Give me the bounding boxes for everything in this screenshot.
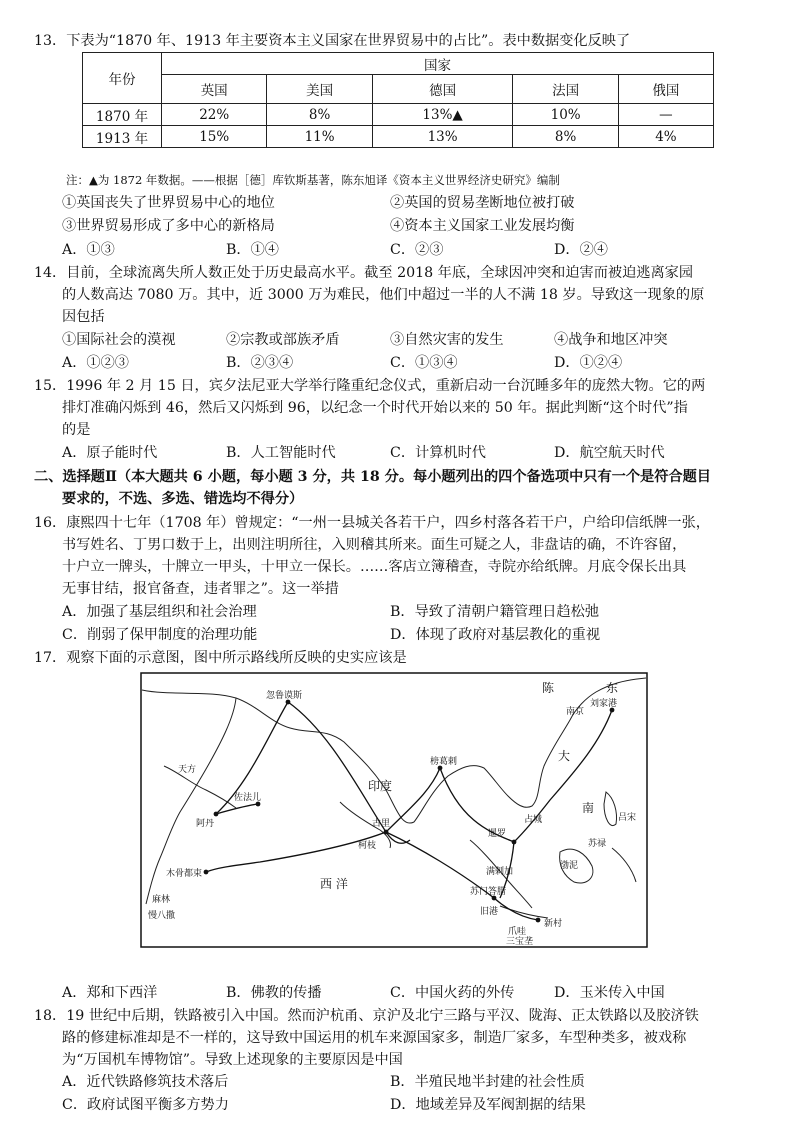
- q15-option-b[interactable]: B．人工智能时代: [226, 445, 336, 461]
- table-cell: 8%: [267, 104, 372, 126]
- q14-option-d[interactable]: D．①②④: [554, 355, 623, 371]
- q13-statement: ①英国丧失了世界贸易中心的地位: [62, 195, 275, 211]
- q16-option-d[interactable]: D．体现了政府对基层教化的重视: [390, 627, 601, 643]
- label-bengal: 榜葛剌: [430, 757, 458, 767]
- q17-option-a[interactable]: A．郑和下西洋: [62, 985, 158, 1001]
- q16-stem-line: 16．康熙四十七年（1708 年）曾规定：“一州一县城关各若干户，四乡村落各若干户，户给印信纸牌一张，: [34, 515, 710, 531]
- label-east: 东: [606, 681, 619, 695]
- table-row: [83, 126, 714, 148]
- q13-statement: ④资本主义国家工业发展均衡: [390, 218, 575, 234]
- table-header-cell: 俄国: [618, 75, 713, 104]
- q14-statement: ②宗教或部族矛盾: [226, 332, 340, 348]
- table-cell: 11%: [267, 126, 372, 148]
- q16-stem-line: 十户立一牌头，十牌立一甲头，十甲立一保长。……客店立簿稽查，寺院亦给纸牌。月底令保长出具: [62, 559, 687, 575]
- q15-option-a[interactable]: A．原子能时代: [62, 445, 158, 461]
- zhenghe-route-map: [140, 672, 648, 948]
- table-header-cell: 法国: [513, 75, 618, 104]
- q17-stem: 17．观察下面的示意图，图中所示路线所反映的史实应该是: [34, 650, 407, 666]
- q13-note: 注：▲为 1872 年数据。——根据［德］库钦斯基著，陈东旭译《资本主义世界经济史研究》编制: [66, 173, 560, 187]
- q15-stem-line: 排灯准确闪烁到 46，然后又闪烁到 96，以纪念一个时代开始以来的 50 年。据此判断“这个时代”指: [62, 400, 688, 416]
- label-xincun: 新村: [544, 919, 563, 929]
- label-champa: 占城: [524, 815, 543, 825]
- label-hormuz: 忽鲁谟斯: [266, 691, 303, 701]
- label-nanjing: 南京: [566, 707, 585, 717]
- table-header-cell: 德国: [372, 75, 513, 104]
- q13-option-c[interactable]: C．②③: [390, 242, 444, 258]
- table-cell: 10%: [513, 104, 618, 126]
- q13-stem: 13．下表为“1870 年、1913 年主要资本主义国家在世界贸易中的占比”。表中数据变化反映了: [34, 33, 631, 49]
- label-great-land: 大: [558, 749, 571, 763]
- q18-stem-line: 为“万国机车博物馆”。导致上述现象的主要原因是中国: [62, 1052, 403, 1068]
- q18-stem-line: 路的修建标准却是不一样的，这导致中国运用的机车来源国家多，制造厂家多，车型种类多，被戏称: [62, 1030, 687, 1046]
- q18-stem-line: 18．19 世纪中后期，铁路被引入中国。然而沪杭甬、京沪及北宁三路与平汉、陇海、正太铁路以及胶济铁: [34, 1008, 699, 1024]
- q17-option-b[interactable]: B．佛教的传播: [226, 985, 322, 1001]
- table-cell: 1913 年: [83, 126, 162, 148]
- label-malindi: 麻林: [152, 895, 171, 905]
- q13-option-d[interactable]: D．②④: [554, 242, 608, 258]
- table-header-cell: 英国: [162, 75, 267, 104]
- section2-heading: 要求的，不选、多选、错选均不得分）: [62, 491, 304, 507]
- q17-option-d[interactable]: D．玉米传入中国: [554, 985, 665, 1001]
- q16-option-c[interactable]: C．削弱了保甲制度的治理功能: [62, 627, 258, 643]
- q18-option-c[interactable]: C．政府试图平衡多方势力: [62, 1097, 229, 1113]
- q13-statement: ③世界贸易形成了多中心的新格局: [62, 218, 275, 234]
- label-java: 爪哇: [508, 927, 527, 937]
- q16-stem-line: 无事甘结，报官备查，违者罪之”。这一举措: [62, 581, 339, 597]
- q14-stem-line: 因包括: [62, 309, 105, 325]
- label-sumatra: 苏门答腊: [470, 887, 507, 897]
- q17-option-c[interactable]: C．中国火药的外传: [390, 985, 515, 1001]
- label-mombasa: 慢八撒: [148, 911, 176, 921]
- q15-stem-line: 15．1996 年 2 月 15 日，宾夕法尼亚大学举行隆重纪念仪式，重新启动一台沉睡多年的庞然大物。它的两: [34, 378, 706, 394]
- table-cell: 13%: [372, 126, 513, 148]
- q14-statement: ①国际社会的漠视: [62, 332, 176, 348]
- label-chen: 陈: [542, 681, 555, 695]
- label-india: 印度: [368, 779, 393, 793]
- q14-option-b[interactable]: B．②③④: [226, 355, 294, 371]
- q13-option-a[interactable]: A．①③: [62, 242, 115, 258]
- q13-statement: ②英国的贸易垄断地位被打破: [390, 195, 575, 211]
- q16-option-b[interactable]: B．导致了清朝户籍管理日趋松弛: [390, 604, 600, 620]
- label-western-ocean: 西 洋: [320, 877, 348, 891]
- label-south: 南: [582, 801, 595, 815]
- q16-option-a[interactable]: A．加强了基层组织和社会治理: [62, 604, 257, 620]
- table-cell: 15%: [162, 126, 267, 148]
- q18-option-a[interactable]: A．近代铁路修筑技术落后: [62, 1074, 229, 1090]
- label-sanbaolong: 三宝垄: [506, 937, 534, 947]
- q15-stem-line: 的是: [62, 422, 91, 438]
- label-calicut: 古里: [372, 819, 391, 829]
- table-header-cell: 美国: [267, 75, 372, 104]
- table-cell: 4%: [618, 126, 713, 148]
- section2-heading: 二、选择题Ⅱ（本大题共 6 小题，每小题 3 分，共 18 分。每小题列出的四个备选项中只有一个是符合题目: [34, 469, 711, 485]
- q14-statement: ③自然灾害的发生: [390, 332, 504, 348]
- table-corner: 年份: [83, 53, 162, 104]
- label-boni: 渤泥: [560, 861, 579, 871]
- q14-option-a[interactable]: A．①②③: [62, 355, 129, 371]
- q18-option-d[interactable]: D．地域差异及军阀割据的结果: [390, 1097, 586, 1113]
- table-cell: 22%: [162, 104, 267, 126]
- table-cell: 1870 年: [83, 104, 162, 126]
- q18-option-b[interactable]: B．半殖民地半封建的社会性质: [390, 1074, 585, 1090]
- label-lvsong: 吕宋: [618, 813, 637, 823]
- q13-option-b[interactable]: B．①④: [226, 242, 279, 258]
- q14-stem-line: 的人数高达 7080 万。其中，近 3000 万为难民，他们中超过一半的人不满 18 岁。导致这一现象的原: [62, 287, 705, 303]
- label-tianfang: 天方: [178, 765, 197, 775]
- label-liujiagang: 刘家港: [590, 699, 618, 709]
- q15-option-c[interactable]: C．计算机时代: [390, 445, 486, 461]
- q14-stem-line: 14．目前，全球流离失所人数正处于历史最高水平。截至 2018 年底，全球因冲突和迫害而被迫逃离家园: [34, 265, 694, 281]
- label-malacca: 满剌加: [486, 867, 514, 877]
- table-row: [83, 104, 714, 126]
- table-group-header: 国家: [162, 53, 714, 75]
- label-mogadishu: 木骨都束: [166, 869, 203, 879]
- q16-stem-line: 书写姓名、丁男口数于上，出则注明所往，入则稽其所来。面生可疑之人，非盘诘的确，不许容留，: [62, 537, 687, 553]
- label-sulu: 苏禄: [588, 839, 607, 849]
- q13-table: [82, 52, 714, 148]
- label-cochin: 柯枝: [358, 841, 377, 851]
- table-cell: 8%: [513, 126, 618, 148]
- q14-statement: ④战争和地区冲突: [554, 332, 668, 348]
- map-svg: [140, 672, 648, 948]
- label-palembang: 旧港: [480, 907, 499, 917]
- q15-option-d[interactable]: D．航空航天时代: [554, 445, 665, 461]
- label-zufar: 佐法儿: [234, 793, 262, 803]
- table-cell: 13%▲: [372, 104, 513, 126]
- table-cell: —: [618, 104, 713, 126]
- label-siam: 暹罗: [488, 829, 507, 839]
- q14-option-c[interactable]: C．①③④: [390, 355, 458, 371]
- label-aden: 阿丹: [196, 819, 215, 829]
